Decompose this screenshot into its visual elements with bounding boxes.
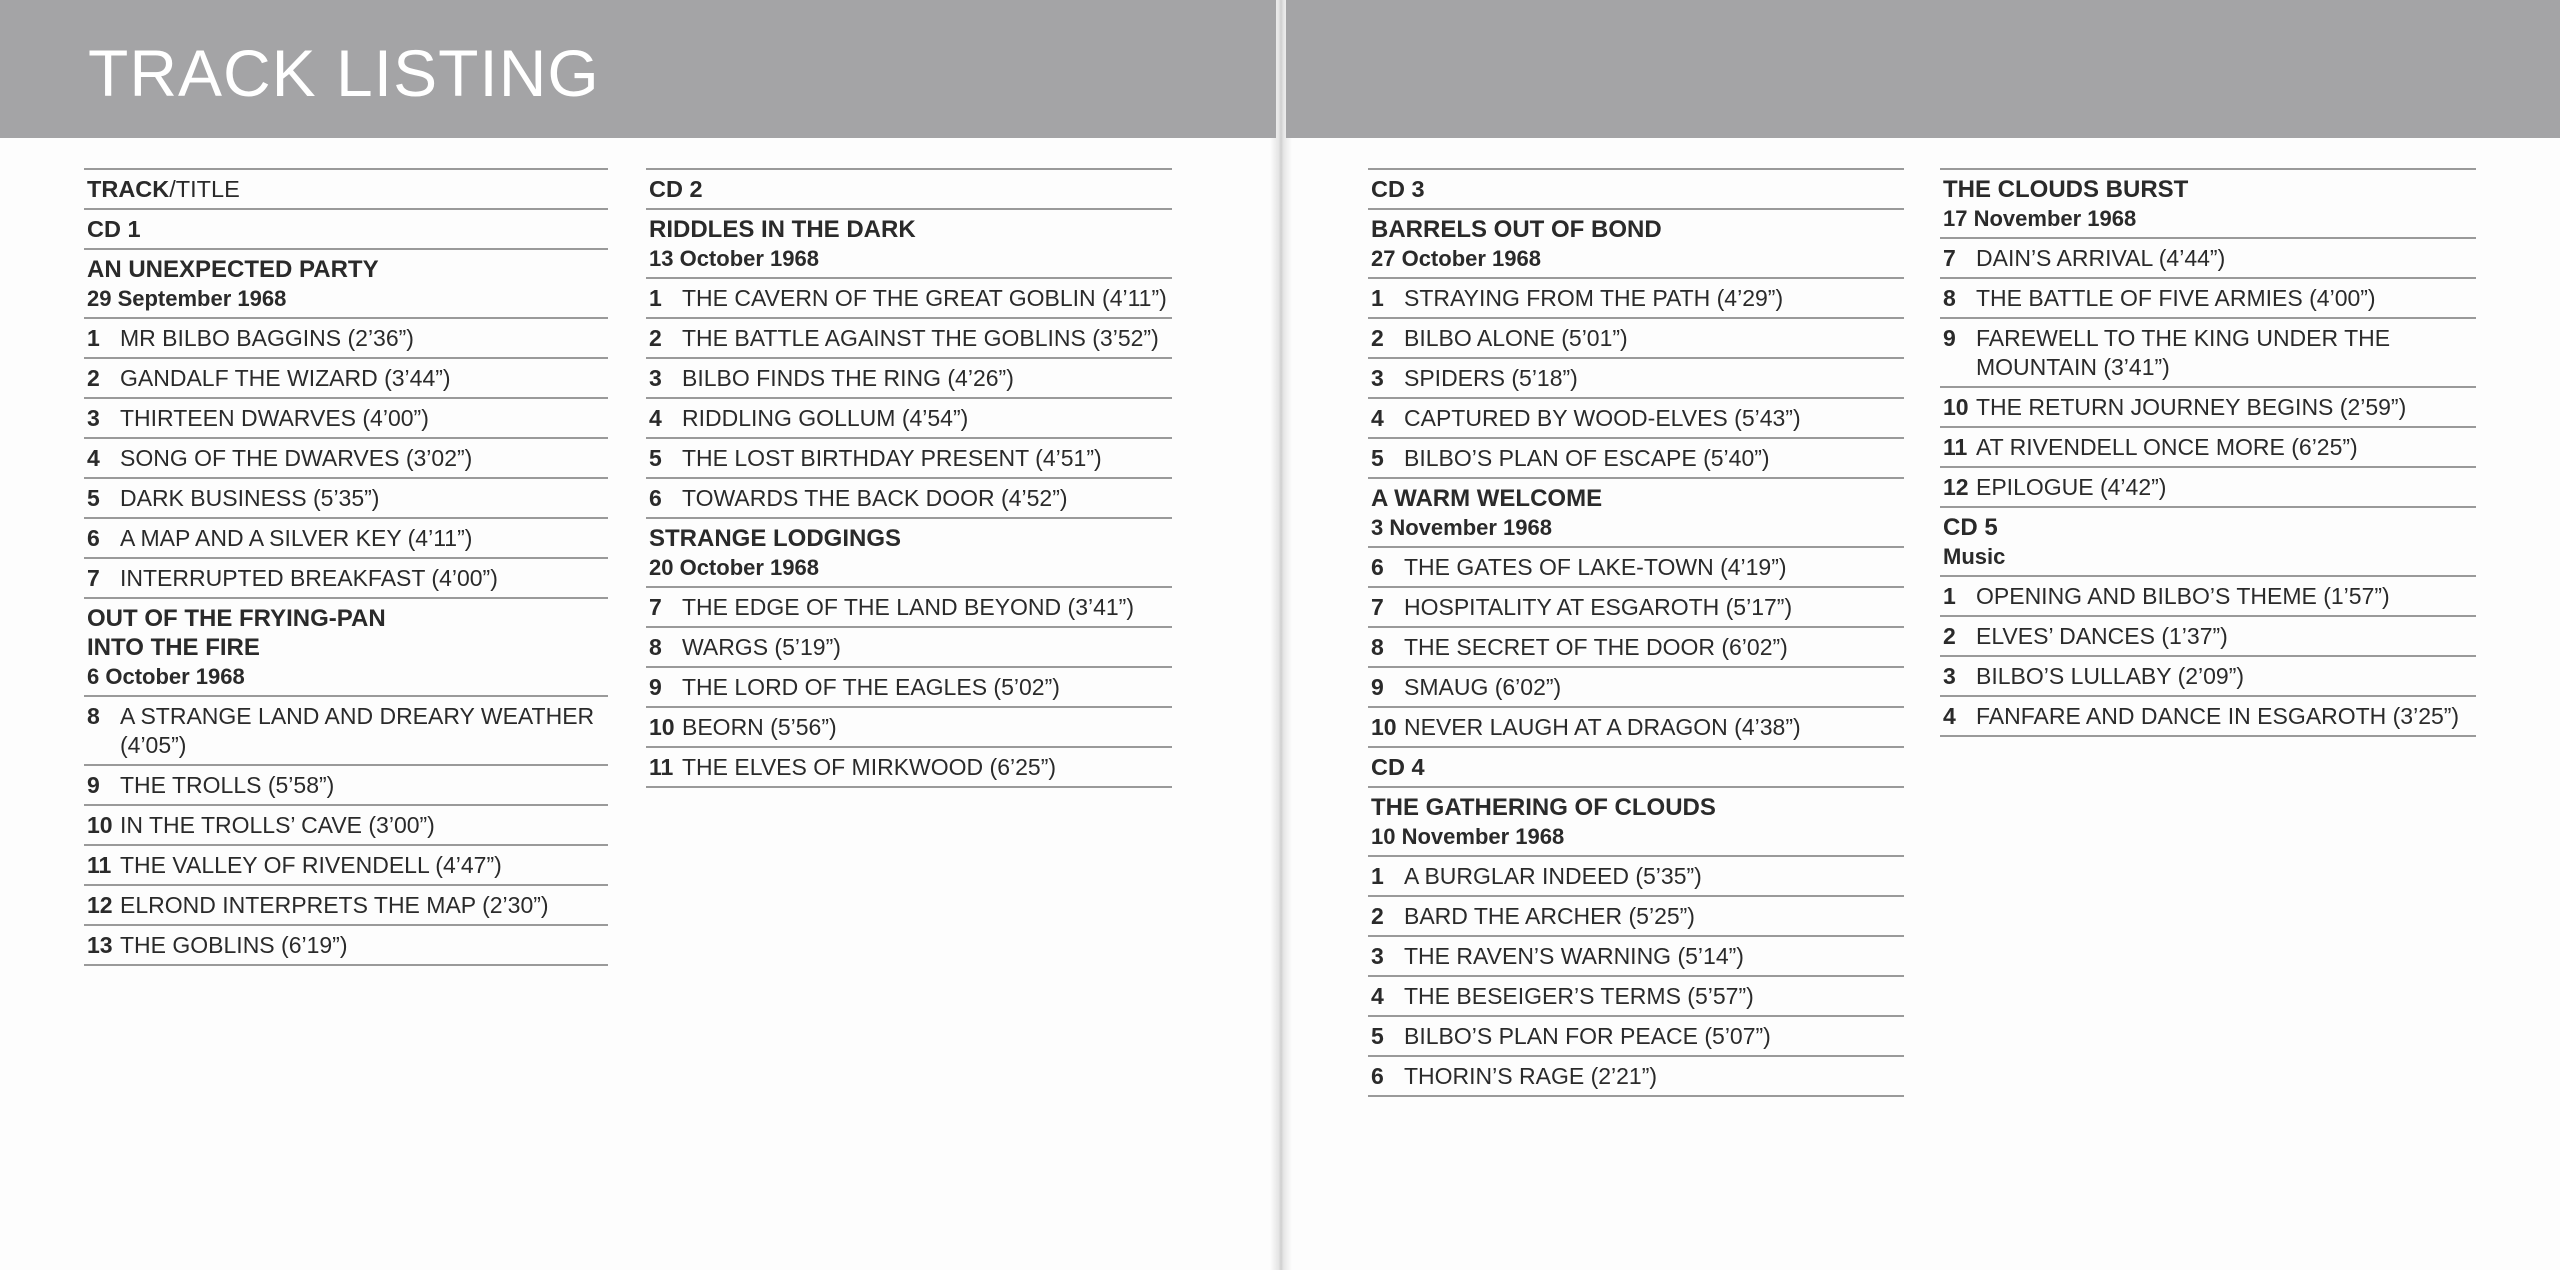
section-title: RIDDLES IN THE DARK <box>649 216 916 243</box>
track-number: 8 <box>1943 285 1956 311</box>
section-title: AN UNEXPECTED PARTY <box>87 256 379 283</box>
booklet-fold <box>1270 0 1292 1270</box>
track-title: THE ELVES OF MIRKWOOD (6’25”) <box>682 754 1057 780</box>
track-number: 10 <box>87 812 113 838</box>
track-title: FAREWELL TO THE KING UNDER THE MOUNTAIN (3’41”) <box>1976 325 2391 380</box>
track-number: 8 <box>649 634 662 660</box>
track-row <box>646 277 1172 317</box>
track-number: 6 <box>1371 554 1384 580</box>
track-number: 3 <box>87 405 100 431</box>
track-title: BILBO’S LULLABY (2’09”) <box>1976 663 2245 689</box>
track-title: THE EDGE OF THE LAND BEYOND (3’41”) <box>682 594 1134 620</box>
track-row <box>1940 386 2476 426</box>
track-number: 7 <box>87 565 100 591</box>
track-number: 2 <box>1943 623 1956 649</box>
track-row <box>646 666 1172 706</box>
track-number: 6 <box>1371 1063 1384 1089</box>
track-title: NEVER LAUGH AT A DRAGON (4’38”) <box>1404 714 1801 740</box>
section-title: BARRELS OUT OF BOND <box>1371 216 1662 243</box>
track-number: 11 <box>649 754 674 780</box>
page-title: TRACK LISTING <box>88 36 600 110</box>
track-number: 4 <box>87 445 100 471</box>
section-heading <box>1368 477 1904 546</box>
section-title: STRANGE LODGINGS <box>649 525 902 552</box>
section-heading <box>1368 786 1904 855</box>
track-title: THE SECRET OF THE DOOR (6’02”) <box>1404 634 1788 660</box>
track-row <box>1368 437 1904 477</box>
header-banner-left <box>0 0 1276 138</box>
track-number: 2 <box>1371 903 1384 929</box>
section-title-line1: OUT OF THE FRYING-PAN <box>87 605 386 632</box>
track-row <box>1940 237 2476 277</box>
section-subtitle: Music <box>1943 544 2006 569</box>
track-row <box>84 437 608 477</box>
section-heading <box>646 517 1172 586</box>
column-cd2 <box>646 168 1172 788</box>
track-row <box>646 477 1172 517</box>
track-title: ELVES’ DANCES (1’37”) <box>1976 623 2228 649</box>
track-row <box>1940 695 2476 737</box>
column-cd4-cd5 <box>1940 168 2476 737</box>
track-title: THE BATTLE AGAINST THE GOBLINS (3’52”) <box>682 325 1159 351</box>
track-number: 1 <box>1371 863 1384 889</box>
section-title-line2: INTO THE FIRE <box>87 634 260 661</box>
section-heading <box>1940 506 2476 575</box>
section-date: 13 October 1968 <box>649 246 819 271</box>
track-title: AT RIVENDELL ONCE MORE (6’25”) <box>1976 434 2358 460</box>
track-row <box>1368 1055 1904 1097</box>
track-row <box>84 477 608 517</box>
track-row <box>646 626 1172 666</box>
track-row <box>84 884 608 924</box>
track-title: MR BILBO BAGGINS (2’36”) <box>120 325 414 351</box>
track-number: 1 <box>87 325 100 351</box>
track-number: 10 <box>1943 394 1969 420</box>
track-number: 9 <box>649 674 662 700</box>
track-title: HOSPITALITY AT ESGAROTH (5’17”) <box>1404 594 1793 620</box>
track-row <box>1368 357 1904 397</box>
track-title: IN THE TROLLS’ CAVE (3’00”) <box>120 812 435 838</box>
section-title: THE CLOUDS BURST <box>1943 176 2189 203</box>
track-title: THORIN’S RAGE (2’21”) <box>1404 1063 1658 1089</box>
track-row <box>646 437 1172 477</box>
track-title: RIDDLING GOLLUM (4’54”) <box>682 405 969 431</box>
section-heading <box>646 208 1172 277</box>
track-number: 4 <box>1371 983 1384 1009</box>
track-row <box>84 397 608 437</box>
track-row <box>646 746 1172 788</box>
track-row <box>1368 546 1904 586</box>
track-title: ELROND INTERPRETS THE MAP (2’30”) <box>120 892 549 918</box>
section-title: A WARM WELCOME <box>1371 485 1603 512</box>
cd-label: CD 5 <box>1943 514 1998 541</box>
track-row <box>1368 626 1904 666</box>
track-row <box>646 706 1172 746</box>
track-row <box>84 764 608 804</box>
track-row <box>1940 655 2476 695</box>
section-date: 20 October 1968 <box>649 555 819 580</box>
track-row <box>84 557 608 597</box>
cd-label: CD 3 <box>1368 168 1904 208</box>
track-row <box>1368 895 1904 935</box>
section-heading <box>1940 168 2476 237</box>
section-date: 6 October 1968 <box>87 664 245 689</box>
track-row <box>1368 975 1904 1015</box>
track-number: 5 <box>649 445 662 471</box>
track-number: 4 <box>649 405 662 431</box>
track-row <box>1368 586 1904 626</box>
track-number: 1 <box>649 285 662 311</box>
track-title: INTERRUPTED BREAKFAST (4’00”) <box>120 565 498 591</box>
track-row <box>84 357 608 397</box>
track-number: 5 <box>1371 445 1384 471</box>
track-number: 10 <box>649 714 675 740</box>
track-number: 3 <box>1371 365 1384 391</box>
track-row <box>646 357 1172 397</box>
track-title: SONG OF THE DWARVES (3’02”) <box>120 445 473 471</box>
track-number: 12 <box>87 892 113 918</box>
track-title: DAIN’S ARRIVAL (4’44”) <box>1976 245 2226 271</box>
section-date: 17 November 1968 <box>1943 206 2137 231</box>
track-row <box>1368 935 1904 975</box>
track-row <box>84 695 608 764</box>
section-heading <box>1368 208 1904 277</box>
track-row <box>1368 666 1904 706</box>
track-row <box>1940 615 2476 655</box>
track-row <box>646 317 1172 357</box>
track-title: THE RAVEN’S WARNING (5’14”) <box>1404 943 1744 969</box>
track-title: THIRTEEN DWARVES (4’00”) <box>120 405 429 431</box>
track-row <box>1368 855 1904 895</box>
track-number: 11 <box>1943 434 1968 460</box>
track-row <box>84 317 608 357</box>
track-number: 2 <box>649 325 662 351</box>
section-heading <box>84 597 608 695</box>
track-title: THE GATES OF LAKE-TOWN (4’19”) <box>1404 554 1787 580</box>
track-title: FANFARE AND DANCE IN ESGAROTH (3’25”) <box>1976 703 2460 729</box>
track-number: 1 <box>1943 583 1956 609</box>
section-title: THE GATHERING OF CLOUDS <box>1371 794 1716 821</box>
cd-label: CD 1 <box>84 208 608 248</box>
track-row <box>1368 317 1904 357</box>
column-cd3-cd4 <box>1368 168 1904 1097</box>
track-title: A STRANGE LAND AND DREARY WEATHER (4’05”) <box>120 703 595 758</box>
track-title: THE BATTLE OF FIVE ARMIES (4’00”) <box>1976 285 2376 311</box>
track-number: 11 <box>87 852 112 878</box>
track-title: EPILOGUE (4’42”) <box>1976 474 2167 500</box>
track-number: 8 <box>87 703 100 729</box>
track-row <box>646 397 1172 437</box>
track-number: 1 <box>1371 285 1384 311</box>
track-title: THE RETURN JOURNEY BEGINS (2’59”) <box>1976 394 2407 420</box>
track-number: 3 <box>1943 663 1956 689</box>
track-row <box>84 804 608 844</box>
track-title: THE TROLLS (5’58”) <box>120 772 335 798</box>
track-title: THE VALLEY OF RIVENDELL (4’47”) <box>120 852 502 878</box>
track-number: 7 <box>1371 594 1384 620</box>
title-header-label: /TITLE <box>169 176 240 202</box>
track-number: 9 <box>87 772 100 798</box>
track-number: 6 <box>649 485 662 511</box>
track-row <box>84 844 608 884</box>
track-title: A MAP AND A SILVER KEY (4’11”) <box>120 525 473 551</box>
track-title: SMAUG (6’02”) <box>1404 674 1562 700</box>
track-row <box>84 924 608 966</box>
track-title: STRAYING FROM THE PATH (4’29”) <box>1404 285 1784 311</box>
cd-label: CD 2 <box>646 168 1172 208</box>
track-number: 5 <box>1371 1023 1384 1049</box>
track-header-label: TRACK <box>87 176 170 202</box>
track-number: 10 <box>1371 714 1397 740</box>
track-title: CAPTURED BY WOOD-ELVES (5’43”) <box>1404 405 1801 431</box>
track-title: BILBO ALONE (5’01”) <box>1404 325 1628 351</box>
track-title: THE LOST BIRTHDAY PRESENT (4’51”) <box>682 445 1102 471</box>
section-heading <box>84 248 608 317</box>
track-number: 6 <box>87 525 100 551</box>
track-number: 9 <box>1371 674 1384 700</box>
track-title: OPENING AND BILBO’S THEME (1’57”) <box>1976 583 2390 609</box>
track-number: 2 <box>87 365 100 391</box>
track-number: 3 <box>1371 943 1384 969</box>
track-title: DARK BUSINESS (5’35”) <box>120 485 380 511</box>
track-number: 9 <box>1943 325 1956 351</box>
track-title: THE BESEIGER’S TERMS (5’57”) <box>1404 983 1754 1009</box>
track-row <box>1940 466 2476 506</box>
track-number: 7 <box>649 594 662 620</box>
track-number: 12 <box>1943 474 1969 500</box>
track-title: GANDALF THE WIZARD (3’44”) <box>120 365 451 391</box>
track-row <box>84 517 608 557</box>
track-row <box>1368 1015 1904 1055</box>
section-date: 3 November 1968 <box>1371 515 1552 540</box>
track-number: 3 <box>649 365 662 391</box>
track-row <box>1940 426 2476 466</box>
track-title: THE GOBLINS (6’19”) <box>120 932 348 958</box>
track-title: WARGS (5’19”) <box>682 634 841 660</box>
track-number: 4 <box>1943 703 1956 729</box>
track-title: BILBO’S PLAN OF ESCAPE (5’40”) <box>1404 445 1770 471</box>
section-date: 29 September 1968 <box>87 286 287 311</box>
track-title: THE CAVERN OF THE GREAT GOBLIN (4’11”) <box>682 285 1167 311</box>
track-title: BILBO’S PLAN FOR PEACE (5’07”) <box>1404 1023 1771 1049</box>
track-title: BILBO FINDS THE RING (4’26”) <box>682 365 1014 391</box>
track-number: 5 <box>87 485 100 511</box>
column-cd1 <box>84 168 608 966</box>
track-row <box>1368 706 1904 746</box>
track-row <box>1940 575 2476 615</box>
header-banner-right <box>1286 0 2560 138</box>
cd-label: CD 4 <box>1368 746 1904 786</box>
track-title: TOWARDS THE BACK DOOR (4’52”) <box>682 485 1068 511</box>
track-title: BEORN (5’56”) <box>682 714 837 740</box>
track-row <box>1368 277 1904 317</box>
section-date: 10 November 1968 <box>1371 824 1565 849</box>
section-date: 27 October 1968 <box>1371 246 1541 271</box>
track-title: SPIDERS (5’18”) <box>1404 365 1578 391</box>
track-row <box>646 586 1172 626</box>
track-number: 13 <box>87 932 113 958</box>
track-number: 2 <box>1371 325 1384 351</box>
track-row <box>1940 277 2476 317</box>
track-row <box>1368 397 1904 437</box>
track-row <box>1940 317 2476 386</box>
track-number: 4 <box>1371 405 1384 431</box>
track-title: BARD THE ARCHER (5’25”) <box>1404 903 1695 929</box>
track-number: 7 <box>1943 245 1956 271</box>
track-title: THE LORD OF THE EAGLES (5’02”) <box>682 674 1060 700</box>
track-title: A BURGLAR INDEED (5’35”) <box>1404 863 1702 889</box>
track-number: 8 <box>1371 634 1384 660</box>
column-header <box>84 168 608 208</box>
